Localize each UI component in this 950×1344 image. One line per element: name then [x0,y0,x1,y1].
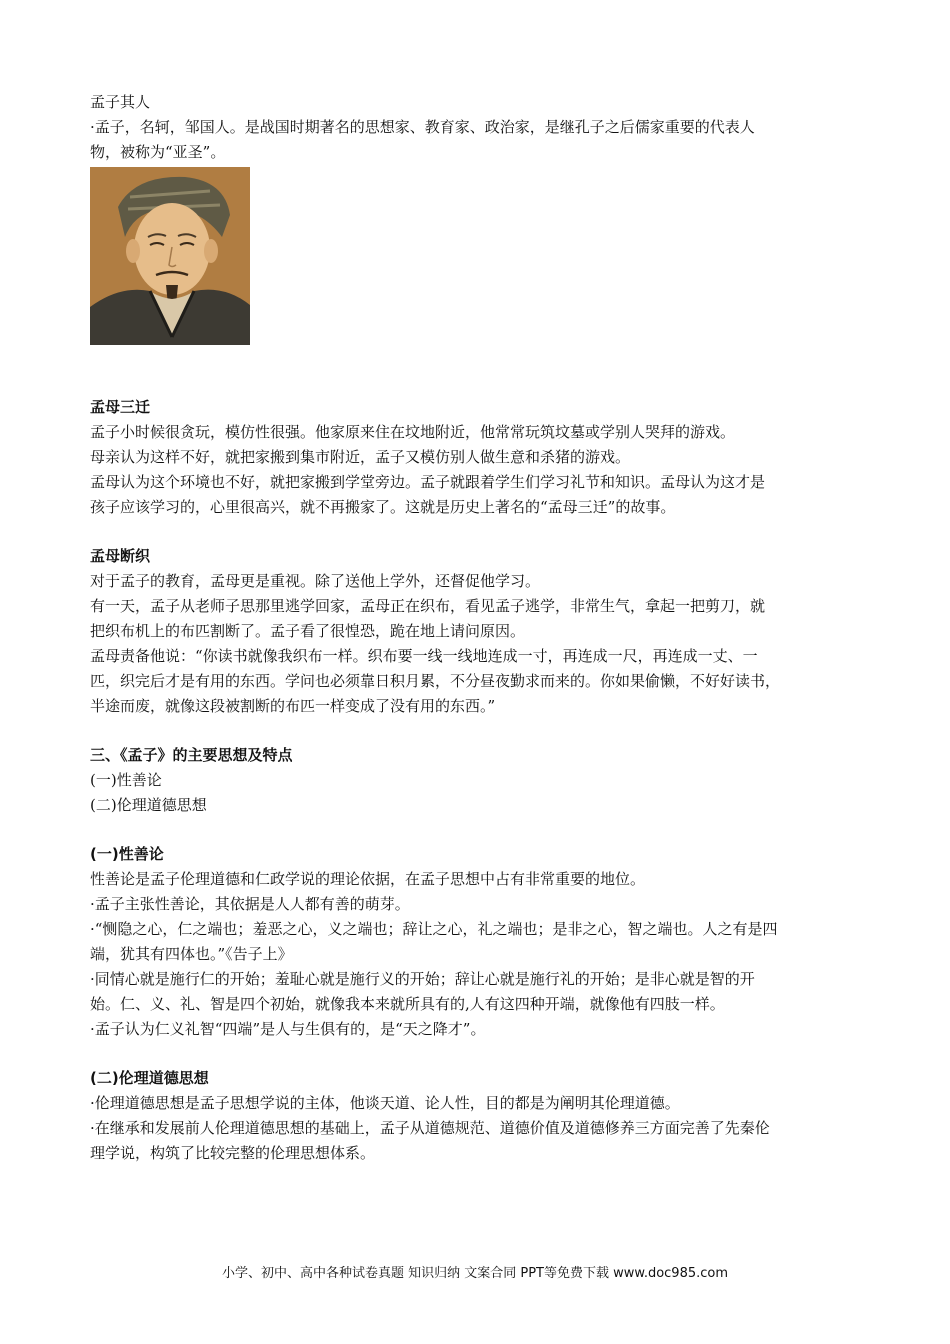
intro-title: 孟子其人 [90,93,151,111]
paragraph-line: ·孟子认为仁义礼智“四端”是人与生俱有的，是“天之降才”。 [90,1020,486,1038]
paragraph-line: 把织布机上的布匹割断了。孟子看了很惶恐，跪在地上请问原因。 [90,622,526,640]
list-item: (一)性善论 [90,771,162,789]
list-item: (二)伦理道德思想 [90,796,207,814]
page-footer: 小学、初中、高中各种试卷真题 知识归纳 文案合同 PPT等免费下载 www.doc985.com [221,1266,729,1281]
mencius-portrait-image [90,167,250,345]
paragraph-line: 始。仁、义、礼、智是四个初始，就像我本来就所具有的,人有这四种开端，就像他有四肢一样。 [90,995,725,1013]
paragraph-line: 孟子小时候很贪玩，模仿性很强。他家原来住在坟地附近，他常常玩筑坟墓或学别人哭拜的游戏。 [90,423,736,441]
paragraph-line: ·同情心就是施行仁的开始；羞耻心就是施行义的开始；辞让心就是施行礼的开始；是非心就是智的开 [90,970,755,988]
paragraph-line: 有一天，孟子从老师子思那里逃学回家，孟母正在织布，看见孟子逃学，非常生气，拿起一把剪刀，就 [90,597,766,615]
paragraph-line: ·伦理道德思想是孟子思想学说的主体，他谈天道、论人性，目的都是为阐明其伦理道德。 [90,1094,680,1112]
paragraph-line: 匹，织完后才是有用的东西。学问也必须靠日积月累，不分昼夜勤求而来的。你如果偷懒，不好好读书， [90,672,781,690]
paragraph-line: 半途而废，就像这段被割断的布匹一样变成了没有用的东西。” [90,697,496,715]
spacer [90,719,870,743]
paragraph-line: ·在继承和发展前人伦理道德思想的基础上，孟子从道德规范、道德价值及道德修养三方面完善了先秦伦 [90,1119,770,1137]
spacer [90,520,870,544]
paragraph-line: 孩子应该学习的，心里很高兴，就不再搬家了。这就是历史上著名的“孟母三迁”的故事。 [90,498,676,516]
section-title-lunli: (二)伦理道德思想 [90,1069,209,1087]
intro-line: ·孟子，名轲，邹国人。是战国时期著名的思想家、教育家、政治家，是继孔子之后儒家重要的代表人 [90,118,755,136]
paragraph-line: 端，犹其有四体也。”《告子上》 [90,945,293,963]
section-title-sanqian: 孟母三迁 [90,398,151,416]
paragraph-line: 性善论是孟子伦理道德和仁政学说的理论依据，在孟子思想中占有非常重要的地位。 [90,870,646,888]
paragraph-line: 母亲认为这样不好，就把家搬到集市附近，孟子又模仿别人做生意和杀猪的游戏。 [90,448,631,466]
section-title-main-thoughts: 三、《孟子》的主要思想及特点 [90,746,293,764]
intro-line: 物，被称为“亚圣”。 [90,143,226,161]
section-title-duanzhi: 孟母断织 [90,547,151,565]
document-body [90,90,870,1166]
spacer [90,1042,870,1066]
paragraph-line: ·“恻隐之心，仁之端也；羞恶之心，义之端也；辞让之心，礼之端也；是非之心，智之端也。人之有是四 [90,920,778,938]
mencius-portrait-drawing [90,167,250,345]
spacer [90,370,870,395]
paragraph-line: 孟母认为这个环境也不好，就把家搬到学堂旁边。孟子就跟着学生们学习礼节和知识。孟母认为这才是 [90,473,766,491]
paragraph-line: 理学说，构筑了比较完整的伦理思想体系。 [90,1144,376,1162]
spacer [90,345,870,370]
paragraph-line: ·孟子主张性善论，其依据是人人都有善的萌芽。 [90,895,410,913]
paragraph-line: 孟母责备他说：“你读书就像我织布一样。织布要一线一线地连成一寸，再连成一尺，再连成一丈、一 [90,647,758,665]
spacer [90,818,870,842]
paragraph-line: 对于孟子的教育，孟母更是重视。除了送他上学外，还督促他学习。 [90,572,541,590]
section-title-xingshan: (一)性善论 [90,845,164,863]
